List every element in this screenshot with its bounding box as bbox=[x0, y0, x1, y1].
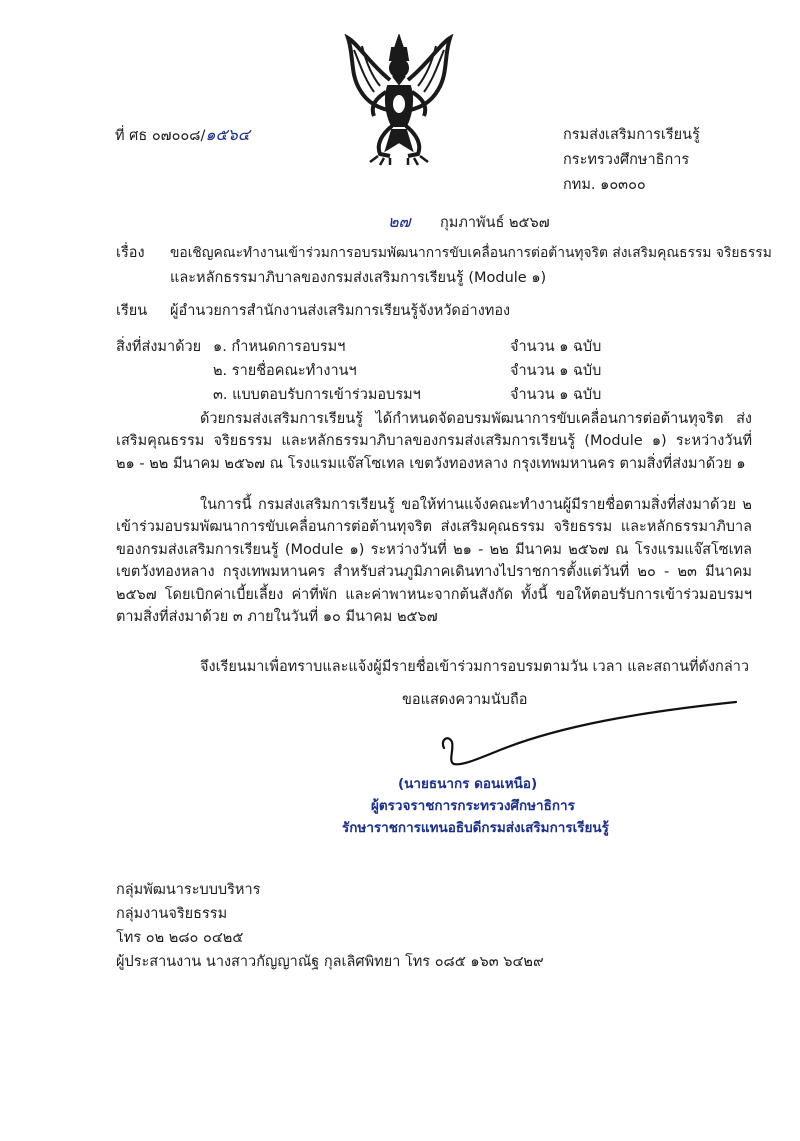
footer-coordinator: ผู้ประสานงาน นางสาวกัญญาณัฐ กุลเลิศพิทยา โทร ๐๘๕ ๑๖๓ ๖๔๒๙ bbox=[116, 954, 544, 970]
enclosure-quantity: จำนวน ๑ ฉบับ bbox=[510, 339, 602, 355]
handwritten-signature-icon bbox=[440, 700, 740, 780]
enclosure-quantity: จำนวน ๑ ฉบับ bbox=[510, 387, 602, 403]
footer-unit: กลุ่มงานจริยธรรม bbox=[116, 906, 228, 922]
enclosure-item: ๒. รายชื่อคณะทำงานฯ bbox=[213, 363, 357, 379]
enclosure-item: ๓. แบบตอบรับการเข้าร่วมอบรมฯ bbox=[213, 387, 421, 403]
subject-line-2: และหลักธรรมาภิบาลของกรมส่งเสริมการเรียนรู้ (Module ๑) bbox=[170, 270, 547, 286]
reference-prefix: ที่ ศธ ๐๗๐๐๘/ bbox=[115, 128, 206, 144]
postal-address: กทม. ๑๐๓๐๐ bbox=[563, 177, 646, 193]
paragraph-request: ในการนี้ กรมส่งเสริมการเรียนรู้ ขอให้ท่านแจ้งคณะทำงานผู้มีรายชื่อตามสิ่งที่ส่งมาด้วย ๒ เข้าร่วมอบรมพัฒนาการขับเคลื่อนการต่อต้านทุจริต ส่งเสริมคุณธรรม จริยธรรม และหลักธรรมาภิบาล ของกรมส่งเสริมการเรียนรู้ (Module ๑) ระหว่างวันที่ ๒๑ - ๒๒ มีนาคม ๒๕๖๗ ณ โรงแรมแจ๊สโซเทล เขตวังทองหลาง กรุงเทพมหานคร สำหรับส่วนภูมิภาคเดินทางไปราชการตั้งแต่วันที่ ๒๐ - ๒๓ มีนาคม ๒๕๖๗ โดยเบิกค่าเบี้ยเลี้ยง ค่าที่พัก และค่าพาหนะจากต้นสังกัด ทั้งนี้ ขอให้ตอบรับการเข้าร่วมอบรมฯ ตามสิ่งที่ส่งมาด้วย ๓ ภายในวันที่ ๑๐ มีนาคม ๒๕๖๗ bbox=[116, 497, 752, 626]
paragraph-intro: ด้วยกรมส่งเสริมการเรียนรู้ ได้กำหนดจัดอบรมพัฒนาการขับเคลื่อนการต่อต้านทุจริต ส่งเสริมคุณธรรม จริยธรรม และหลักธรรมาภิบาลของกรมส่งเสริมการเรียนรู้ (Module ๑) ระหว่างวันที่ ๒๑ - ๒๒ มีนาคม ๒๕๖๗ ณ โรงแรมแจ๊สโซเทล เขตวังทองหลาง กรุงเทพมหานคร ตามสิ่งที่ส่งมาด้วย ๑ bbox=[116, 411, 752, 472]
closing-phrase: ขอแสดงความนับถือ bbox=[402, 692, 528, 708]
enclosure-quantity: จำนวน ๑ ฉบับ bbox=[510, 363, 602, 379]
signer-acting-position: รักษาราชการแทนอธิบดีกรมส่งเสริมการเรียนรู้ bbox=[342, 820, 609, 836]
date-month-year: กุมภาพันธ์ ๒๕๖๗ bbox=[440, 215, 550, 231]
footer-division: กลุ่มพัฒนาระบบบริหาร bbox=[116, 882, 261, 898]
date-day-handwritten: ๒๗ bbox=[388, 212, 411, 231]
recipient-label: เรียน bbox=[116, 303, 148, 319]
paragraph-closing-statement: จึงเรียนมาเพื่อทราบและแจ้งผู้มีรายชื่อเข้าร่วมการอบรมตามวัน เวลา และสถานที่ดังกล่าว bbox=[200, 659, 750, 675]
reference-number bbox=[115, 125, 250, 146]
subject-label: เรื่อง bbox=[116, 245, 145, 261]
enclosures-label: สิ่งที่ส่งมาด้วย bbox=[116, 339, 202, 355]
agency-name: กรมส่งเสริมการเรียนรู้ bbox=[563, 127, 700, 143]
signer-position: ผู้ตรวจราชการกระทรวงศึกษาธิการ bbox=[371, 798, 575, 814]
footer-phone: โทร ๐๒ ๒๘๐ ๐๔๒๕ bbox=[116, 930, 244, 946]
enclosure-item: ๑. กำหนดการอบรมฯ bbox=[213, 339, 346, 355]
signer-name: (นายธนากร ดอนเหนือ) bbox=[398, 776, 538, 792]
garuda-emblem-icon bbox=[340, 34, 458, 166]
letter-date bbox=[388, 212, 550, 233]
reference-number-handwritten: ๑๕๖๔ bbox=[205, 125, 250, 144]
subject-line-1: ขอเชิญคณะทำงานเข้าร่วมการอบรมพัฒนาการขับเคลื่อนการต่อต้านทุจริต ส่งเสริมคุณธรรม จริยธรรม bbox=[170, 245, 772, 261]
recipient-text: ผู้อำนวยการสำนักงานส่งเสริมการเรียนรู้จังหวัดอ่างทอง bbox=[170, 303, 511, 319]
ministry-name: กระทรวงศึกษาธิการ bbox=[563, 152, 690, 168]
